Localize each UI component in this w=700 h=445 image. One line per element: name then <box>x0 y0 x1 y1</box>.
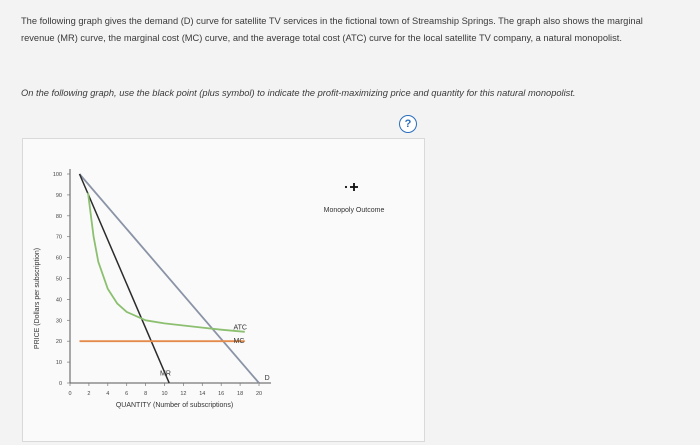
plus-point-icon-dot <box>345 186 347 188</box>
y-tick-label: 90 <box>55 192 62 199</box>
series-d-curve <box>80 174 260 383</box>
curve-label-mr: MR <box>159 370 171 378</box>
y-tick-label: 10 <box>55 360 62 367</box>
x-tick-label: 20 <box>255 391 263 397</box>
y-tick-label: 0 <box>58 381 62 387</box>
x-tick-label: 8 <box>144 391 148 397</box>
x-tick-label: 4 <box>106 391 110 397</box>
series-atc-curve <box>88 193 245 332</box>
curve-label-atc: ATC <box>233 324 247 332</box>
y-tick-label: 30 <box>55 318 62 325</box>
x-tick-label: 10 <box>161 391 168 397</box>
x-axis-label: QUANTITY (Number of subscriptions) <box>115 402 234 409</box>
x-tick-label: 6 <box>125 391 129 397</box>
y-tick-label: 70 <box>55 234 62 241</box>
x-tick-label: 18 <box>237 391 244 397</box>
y-tick-label: 80 <box>55 213 62 220</box>
question-intro: The following graph gives the demand (D) curve for satellite TV services in the fictional town of Streamship Springs. The graph also shows the marginal revenue (MR) curve, the marginal cost (MC) curve, and the average total cost (ATC) curve for the local satellite TV company, a natural monopolist. <box>21 16 643 43</box>
x-tick-label: 16 <box>218 391 225 397</box>
supply-demand-chart[interactable] <box>23 139 424 441</box>
x-tick-label: 2 <box>87 391 91 397</box>
x-tick-label: 0 <box>68 391 72 397</box>
series-mr-curve <box>80 174 170 383</box>
monopoly-outcome-label: Monopoly Outcome <box>323 207 385 214</box>
help-icon[interactable]: ? <box>399 115 417 133</box>
graph-frame <box>22 138 425 442</box>
y-tick-label: 100 <box>52 172 62 178</box>
x-tick-label: 14 <box>199 391 206 397</box>
curve-label-mc: MC <box>233 337 245 345</box>
y-tick-label: 60 <box>55 255 62 262</box>
question-instruction: On the following graph, use the black point (plus symbol) to indicate the profit-maximizing price and quantity for this natural monopolist. <box>21 88 576 98</box>
y-axis-label: PRICE (Dollars per subscription) <box>34 247 41 350</box>
y-tick-label: 20 <box>55 339 62 346</box>
x-tick-label: 12 <box>180 391 187 397</box>
y-tick-label: 50 <box>55 276 62 283</box>
curve-label-d: D <box>264 374 270 382</box>
y-tick-label: 40 <box>55 297 62 304</box>
